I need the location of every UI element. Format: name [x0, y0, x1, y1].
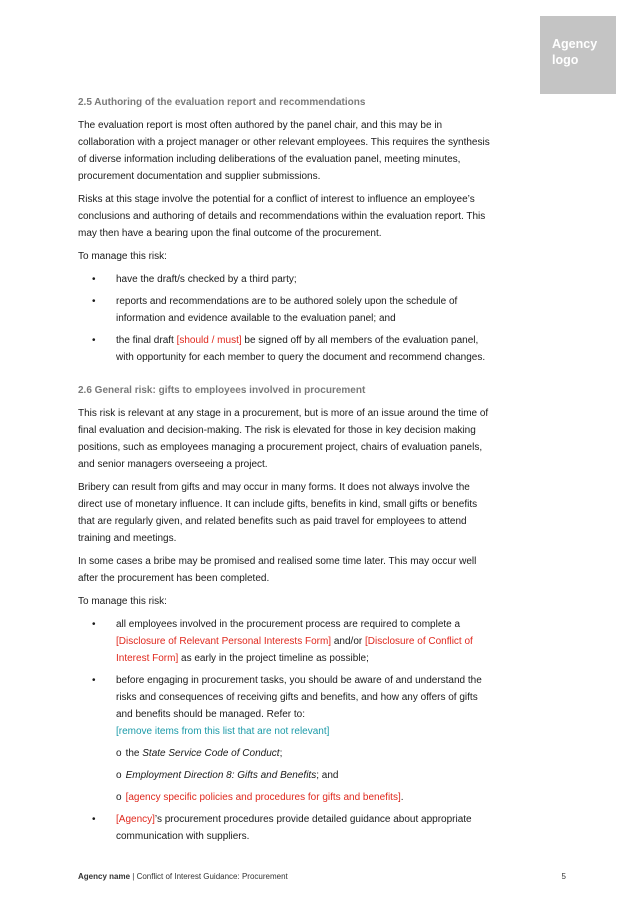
bullet-icon: •	[92, 274, 96, 285]
bullet-text: reports and recommendations are to be authored solely upon the schedule of information and evidence available to the evaluation panel; and	[116, 296, 458, 324]
bullet-text-post: as early in the project timeline as possible;	[178, 653, 369, 664]
section-2-6-heading: 2.6 General risk: gifts to employees involved in procurement	[78, 385, 366, 396]
section-2-6-paragraph-1: This risk is relevant at any stage in a procurement, but is more of an issue around the time of final evaluation and decision-making. The risk is elevated for those in key decision making positions, such as employees managing a procurement project, chairs of evaluation panels, and senior managers overseeing a project.	[78, 408, 489, 470]
placeholder-agency-policies: [agency specific policies and procedures for gifts and benefits]	[125, 792, 401, 803]
reference-employment-direction-8: Employment Direction 8: Gifts and Benefits	[125, 770, 317, 781]
bullet-text-post: be signed off by all members of the evaluation panel, with opportunity for each member to query the document and recommend changes.	[116, 335, 486, 363]
bullet-icon: •	[92, 296, 96, 307]
bullet-text: have the draft/s checked by a third party;	[116, 274, 297, 285]
bullet-icon: •	[92, 675, 96, 686]
section-2-6-manage-intro: To manage this risk:	[78, 596, 167, 607]
bullet-icon: •	[92, 619, 96, 630]
bullet-text-pre: the final draft	[116, 335, 177, 346]
bullet-text-pre: all employees involved in the procurement process are required to complete a	[116, 619, 461, 630]
footer-document-title: Conflict of Interest Guidance: Procurement	[136, 872, 288, 881]
circle-bullet-icon: o	[116, 748, 122, 759]
section-2-6-bullet-list	[78, 616, 496, 845]
bullet-item	[78, 332, 496, 366]
bullet-text-mid: and/or	[331, 636, 366, 647]
bullet-text-post: ’s procurement procedures provide detailed guidance about appropriate communication with suppliers.	[116, 814, 472, 842]
placeholder-disclosure-personal-interests-form: [Disclosure of Relevant Personal Interests Form]	[116, 636, 332, 647]
reference-code-of-conduct: State Service Code of Conduct	[142, 748, 280, 759]
section-2-5-paragraph-2: Risks at this stage involve the potential for a conflict of interest to influence an employee’s conclusions and authoring of details and recommendations within the evaluation report. This may then have a bearing upon the final outcome of the procurement.	[78, 194, 486, 239]
footer-separator: |	[130, 872, 137, 881]
circle-bullet-icon: o	[116, 792, 122, 803]
logo-line-1: Agency	[552, 37, 598, 51]
reference-sub-list	[116, 745, 496, 806]
placeholder-should-must: [should / must]	[176, 335, 242, 346]
bullet-item	[78, 811, 496, 845]
sub-list-item: o [agency specific policies and procedures for gifts and benefits].	[116, 792, 404, 803]
bullet-text: before engaging in procurement tasks, you should be aware of and understand the risks and consequences of receiving gifts and benefits, and how any offers of gifts and benefits should be managed. Refer to:	[116, 675, 482, 720]
section-2-6-paragraph-2: Bribery can result from gifts and may occur in many forms. It does not always involve the direct use of monetary influence. It can include gifts, benefits in kind, small gifts or benefits that are regularly given, and related benefits such as paid travel for employees to attend training and meetings.	[78, 482, 478, 544]
section-2-5-bullet-list	[78, 271, 496, 366]
bullet-icon: •	[92, 335, 96, 346]
placeholder-agency: [Agency]	[116, 814, 155, 825]
bullet-item	[78, 293, 496, 327]
document-body	[78, 94, 496, 851]
bullet-item	[78, 271, 496, 288]
bullet-item	[78, 672, 496, 806]
logo-line-2: logo	[552, 53, 579, 67]
placeholder-disclosure-conflict-form: [Disclosure of Conflict of Interest Form]	[116, 636, 473, 664]
bullet-icon: •	[92, 814, 96, 825]
page-footer	[78, 872, 566, 881]
circle-bullet-icon: o	[116, 770, 122, 781]
bullet-item	[78, 616, 496, 667]
page-number: 5	[561, 872, 566, 881]
section-2-5-paragraph-1: The evaluation report is most often authored by the panel chair, and this may be in collaboration with a project manager or other relevant employees. This requires the synthesis of diverse information including deliberations of the evaluation panel, meeting minutes, procurement documentation and supplier submissions.	[78, 120, 490, 182]
agency-logo-placeholder	[540, 16, 616, 94]
footer-agency-name: Agency name	[78, 872, 131, 881]
editor-note-remove-items: [remove items from this list that are not relevant]	[116, 726, 330, 737]
sub-list-item: o the State Service Code of Conduct;	[116, 748, 283, 759]
section-2-6-paragraph-3: In some cases a bribe may be promised and realised some time later. This may occur well after the procurement has been completed.	[78, 556, 477, 584]
sub-list-item: o Employment Direction 8: Gifts and Benefits; and	[116, 770, 339, 781]
section-2-5-heading: 2.5 Authoring of the evaluation report and recommendations	[78, 97, 366, 108]
section-2-5-manage-intro: To manage this risk:	[78, 251, 167, 262]
